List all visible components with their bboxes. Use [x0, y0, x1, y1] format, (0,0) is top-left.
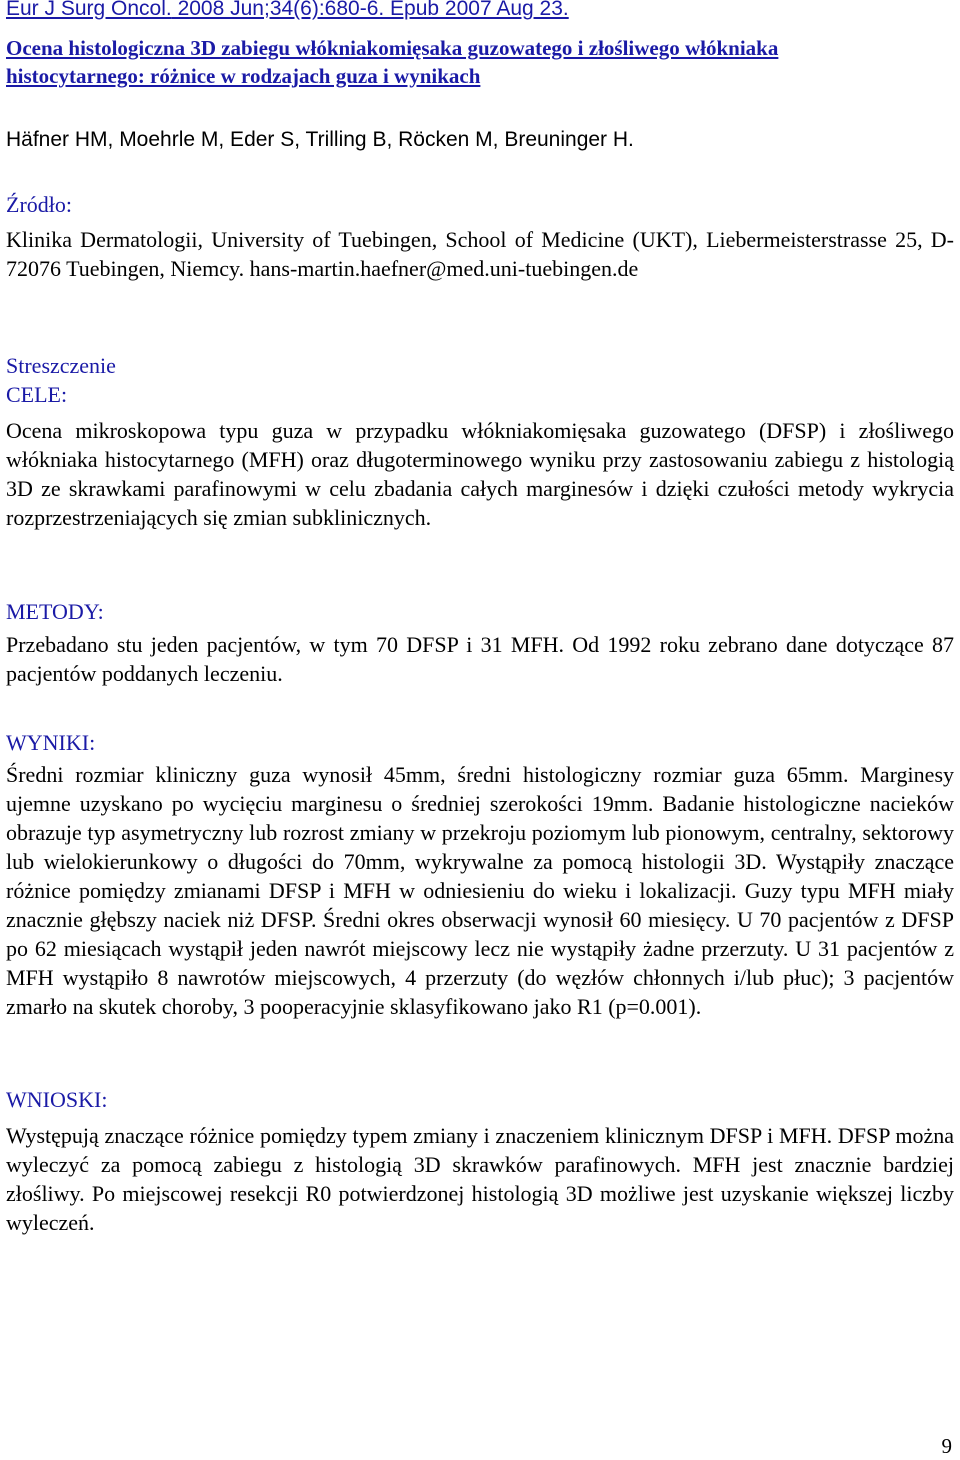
page-number: 9 [941, 1434, 952, 1458]
article-title-line-2[interactable]: histocytarnego: różnice w rodzajach guza i wynikach [6, 64, 481, 88]
abstract-heading: Streszczenie [6, 353, 116, 378]
journal-link[interactable]: Eur J Surg Oncol. [6, 0, 172, 20]
methods-text: Przebadano stu jeden pacjentów, w tym 70 DFSP i 31 MFH. Od 1992 roku zebrano dane dotyczące 87 pacjentów poddanych leczeniu. [6, 632, 954, 686]
conclusions-heading: WNIOSKI: [6, 1087, 108, 1112]
citation-details[interactable]: 2008 Jun;34(6):680-6. Epub 2007 Aug 23. [171, 0, 569, 20]
citation-line [6, 0, 569, 23]
source-heading: Źródło: [6, 192, 72, 217]
authors: Häfner HM, Moehrle M, Eder S, Trilling B, Röcken M, Breuninger H. [6, 128, 634, 151]
source-text: Klinika Dermatologii, University of Tuebingen, School of Medicine (UKT), Liebermeisterstrasse 25, D-72076 Tuebingen, Niemcy. hans-martin.haefner@med.uni-tuebingen.de [6, 227, 954, 281]
aims-text: Ocena mikroskopowa typu guza w przypadku włókniakomięsaka guzowatego (DFSP) i złośliwego włókniaka histocytarnego (MFH) oraz długoterminowego wyniku przy zastosowaniu zabiegu z histologią 3D ze skrawkami parafinowymi w celu zbadania całych marginesów i dzięki czułości metody wykrycia rozprzestrzeniających się zmian subklinicznych. [6, 418, 954, 530]
aims-heading: CELE: [6, 382, 68, 407]
results-heading: WYNIKI: [6, 730, 96, 755]
methods-heading: METODY: [6, 599, 104, 624]
conclusions-text: Występują znaczące różnice pomiędzy typem zmiany i znaczeniem klinicznym DFSP i MFH. DFSP można wyleczyć za pomocą zabiegu z histologią 3D skrawków parafinowych. MFH jest znacznie bardziej złośliwy. Po miejscowej resekcji R0 potwierdzonej histologią 3D możliwe jest uzyskanie większej liczby wyleczeń. [6, 1123, 954, 1235]
results-text: Średni rozmiar kliniczny guza wynosił 45mm, średni histologiczny rozmiar guza 65mm. Marginesy ujemne uzyskano po wycięciu marginesu o średniej szerokości 19mm. Badanie histologiczne nacieków obrazuje typ asymetryczny lub rozrost zmiany w przekroju poziomym lub pionowym, centralny, sektorowy lub wielokierunkowy o długości do 70mm, wykrywalne za pomocą histologii 3D. Wystąpiły znaczące różnice pomiędzy zmianami DFSP i MFH w odniesieniu do wieku i lokalizacji. Guzy typu MFH miały znacznie głębszy naciek niż DFSP. Średni okres obserwacji wynosił 60 miesięcy. U 70 pacjentów z DFSP po 62 miesiącach wystąpił jeden nawrót miejscowy lecz nie wystąpiły żadne przerzuty. U 31 pacjentów z MFH wystąpiło 8 nawrotów miejscowych, 4 przerzuty (do węzłów chłonnych i/lub płuc); 3 pacjentów zmarło na skutek choroby, 3 pooperacyjnie sklasyfikowano jako R1 (p=0.001). [6, 762, 954, 1019]
article-title-line-1[interactable]: Ocena histologiczna 3D zabiegu włókniakomięsaka guzowatego i złośliwego włókniaka [6, 36, 779, 60]
